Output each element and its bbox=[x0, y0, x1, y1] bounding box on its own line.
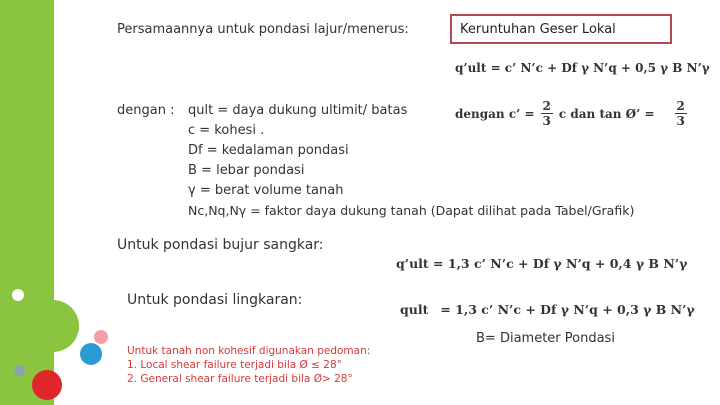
fraction-c-numerator: 2 bbox=[542, 99, 551, 113]
fraction-phi bbox=[675, 100, 687, 127]
green-outline-circle bbox=[9, 286, 27, 304]
pink-circle bbox=[94, 330, 108, 344]
definition-item: c = kohesi . bbox=[188, 123, 265, 138]
definition-item: Df = kedalaman pondasi bbox=[188, 143, 349, 158]
fraction-phi-denominator: 3 bbox=[676, 114, 685, 128]
definition-item: γ = berat volume tanah bbox=[188, 183, 344, 198]
cohesion-prefix: dengan c’ = bbox=[455, 106, 535, 121]
fraction-phi-numerator: 2 bbox=[676, 99, 685, 113]
cohesion-reduction bbox=[455, 100, 687, 127]
fraction-c-denominator: 3 bbox=[542, 114, 551, 128]
definitions-lead: dengan : bbox=[117, 103, 175, 118]
gray-circle bbox=[14, 365, 25, 376]
note-line: 2. General shear failure terjadi bila Ø> 28° bbox=[127, 373, 353, 385]
diameter-note: B= Diameter Pondasi bbox=[476, 331, 615, 346]
circle-foundation-label: Untuk pondasi lingkaran: bbox=[127, 292, 303, 308]
local-shear-label: Keruntuhan Geser Lokal bbox=[460, 22, 616, 37]
green-filled-circle bbox=[27, 300, 79, 352]
page-heading: Persamaannya untuk pondasi lajur/menerus: bbox=[117, 22, 409, 37]
blue-circle bbox=[80, 343, 102, 365]
square-foundation-label: Untuk pondasi bujur sangkar: bbox=[117, 237, 324, 253]
square-foundation-formula: q’ult = 1,3 c’ N’c + Df γ N’q + 0,4 γ B N’γ bbox=[396, 256, 688, 271]
local-shear-box bbox=[450, 14, 672, 44]
definition-item: qult = daya dukung ultimit/ batas bbox=[188, 103, 408, 118]
note-line: Untuk tanah non kohesif digunakan pedoman: bbox=[127, 345, 371, 357]
fraction-c bbox=[541, 100, 553, 127]
local-shear-formula: q’ult = c’ N’c + Df γ N’q + 0,5 γ B N’γ bbox=[455, 61, 710, 75]
circle-formula-rest: = 1,3 c’ N’c + Df γ N’q + 0,3 γ B N’γ bbox=[440, 302, 695, 317]
circle-formula-lead: qult bbox=[400, 302, 429, 317]
red-circle bbox=[32, 370, 62, 400]
definition-item: B = lebar pondasi bbox=[188, 163, 305, 178]
note-line: 1. Local shear failure terjadi bila Ø ≤ 28° bbox=[127, 359, 342, 371]
circle-foundation-formula bbox=[400, 302, 695, 317]
definition-item: Nc,Nq,Nγ = faktor daya dukung tanah (Dapat dilihat pada Tabel/Grafik) bbox=[188, 203, 635, 218]
cohesion-mid: c dan tan Ø’ = bbox=[558, 106, 655, 121]
